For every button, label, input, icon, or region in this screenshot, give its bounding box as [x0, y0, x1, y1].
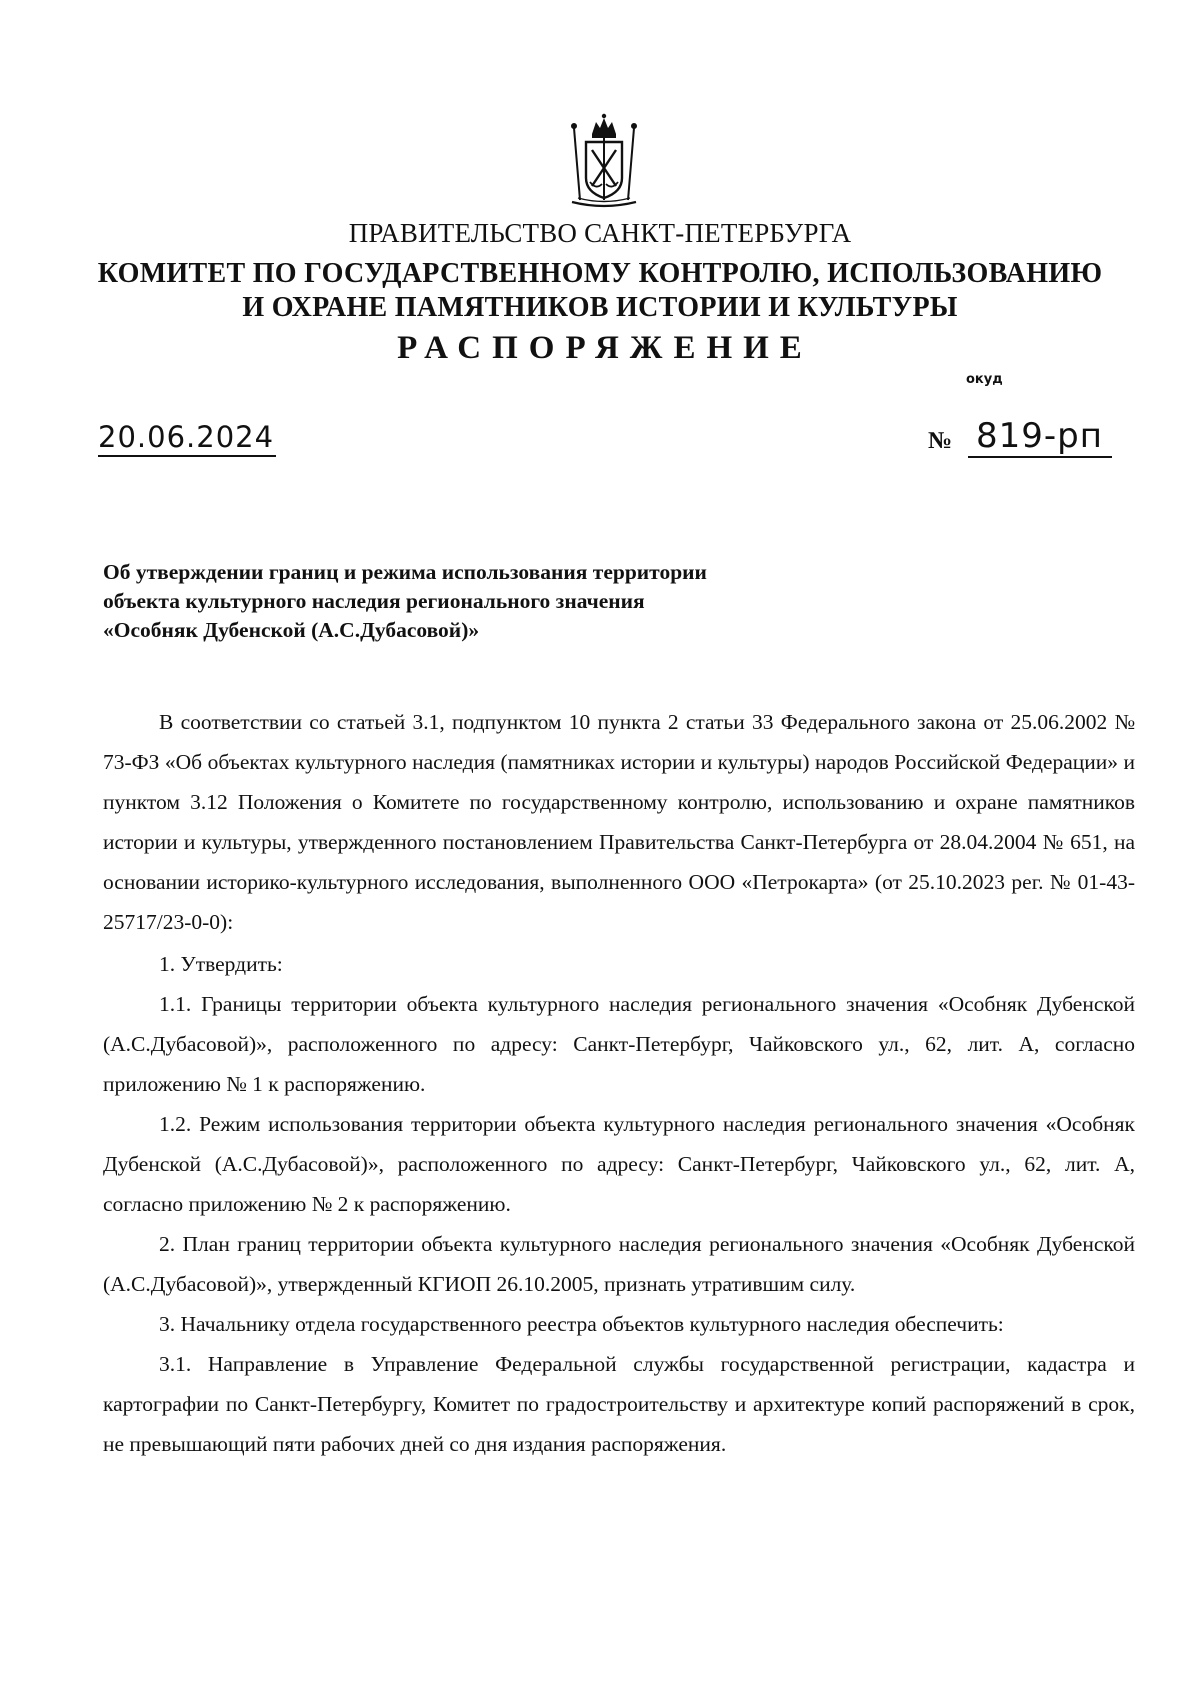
document-subject — [103, 558, 707, 645]
government-title: ПРАВИТЕЛЬСТВО САНКТ-ПЕТЕРБУРГА — [348, 218, 852, 248]
subject-line-1: Об утверждении границ и режима использования территории — [103, 560, 707, 584]
paragraph-item-1-2: 1.2. Режим использования территории объекта культурного наследия регионального значения «Особняк Дубенской (А.С.Дубасовой)», расположенного по адресу: Санкт-Петербург, Чайковского ул., 62, лит. А, согласно приложению № 2 к распоряжению. — [103, 1112, 1135, 1216]
document-date: 20.06.2024 — [98, 420, 276, 457]
subject-line-3: «Особняк Дубенской (А.С.Дубасовой)» — [103, 618, 480, 642]
number-sign: № — [928, 428, 953, 454]
document-type-title: РАСПОРЯЖЕНИЕ — [397, 330, 813, 366]
document-number-block — [928, 418, 1112, 458]
paragraph-item-1: 1. Утвердить: — [159, 952, 283, 976]
paragraph-item-1-1: 1.1. Границы территории объекта культурного наследия регионального значения «Особняк Дубенской (А.С.Дубасовой)», расположенного по адресу: Санкт-Петербург, Чайковского ул., 62, лит. А, согласно приложению № 1 к распоряжению. — [103, 992, 1135, 1096]
paragraph-item-2: 2. План границ территории объекта культурного наследия регионального значения «Особняк Дубенской (А.С.Дубасовой)», утвержденный КГИОП 26.10.2005, признать утратившим силу. — [103, 1232, 1135, 1296]
okud-label: окуд — [966, 372, 1003, 387]
document-number: 819-рп — [976, 416, 1103, 456]
coat-of-arms-emblem — [566, 112, 642, 210]
committee-title-line-1: КОМИТЕТ ПО ГОСУДАРСТВЕННОМУ КОНТРОЛЮ, ИСПОЛЬЗОВАНИЮ — [97, 258, 1103, 289]
paragraph-preamble: В соответствии со статьей 3.1, подпунктом 10 пункта 2 статьи 33 Федерального закона от 25.06.2002 № 73-ФЗ «Об объектах культурного наследия (памятниках истории и культуры) народов Российской Федерации» и пунктом 3.12 Положения о Комитете по государственному контролю, использованию и охране памятников истории и культуры, утвержденного постановлением Правительства Санкт-Петербурга от 28.04.2004 № 651, на основании историко-культурного исследования, выполненного ООО «Петрокарта» (от 25.10.2023 рег. № 01-43-25717/23-0-0): — [103, 710, 1135, 934]
committee-title-line-2: И ОХРАНЕ ПАМЯТНИКОВ ИСТОРИИ И КУЛЬТУРЫ — [242, 292, 958, 323]
subject-line-2: объекта культурного наследия регионального значения — [103, 589, 645, 613]
paragraph-item-3-1: 3.1. Направление в Управление Федеральной службы государственной регистрации, кадастра и картографии по Санкт-Петербургу, Комитет по градостроительству и архитектуре копий распоряжений в срок, не превышающий пяти рабочих дней со дня издания распоряжения. — [103, 1352, 1135, 1456]
document-body — [103, 702, 1135, 1464]
paragraph-item-3: 3. Начальнику отдела государственного реестра объектов культурного наследия обеспечить: — [159, 1312, 1004, 1336]
number-underline — [968, 456, 1112, 458]
